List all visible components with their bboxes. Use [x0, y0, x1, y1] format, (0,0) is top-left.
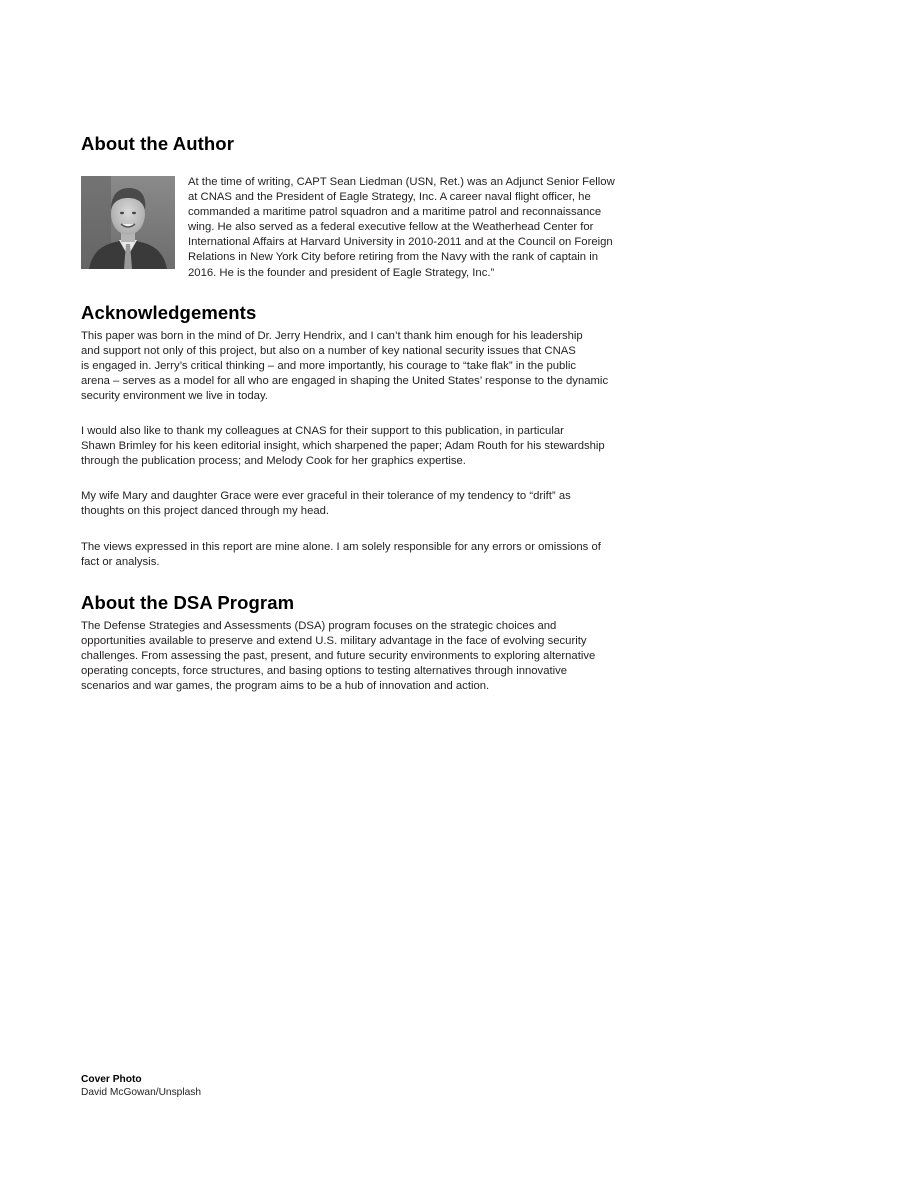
dsa-program-paragraph: The Defense Strategies and Assessments (DSA) program focuses on the strategic choices and opportunities available to preserve and extend U.S. military advantage in the face of evolving security challenges. From assessing the past, present, and future security environments to exploring alternative operating concepts, force structures, and basing options to testing alternatives through innovative scenarios and war games, the program aims to be a hub of innovation and action. [81, 620, 596, 693]
acknowledgements-heading: Acknowledgements [81, 302, 257, 323]
acknowledgements-paragraph-3: My wife Mary and daughter Grace were ever graceful in their tolerance of my tendency to “drift” as thoughts on this project danced through my head. [81, 490, 571, 518]
acknowledgements-paragraph-4: The views expressed in this report are mine alone. I am solely responsible for any errors or omissions of fact or analysis. [81, 541, 601, 569]
acknowledgements-paragraph-1: This paper was born in the mind of Dr. Jerry Hendrix, and I can’t thank him enough for his leadership and support not only of this project, but also on a number of key national security issues that CNAS is engaged in. Jerry’s critical thinking – and more importantly, his courage to “take flak” in the public arena – serves as a model for all who are engaged in shaping the United States’ response to the dynamic security environment we live in today. [81, 330, 609, 403]
cover-photo-credit [81, 1073, 201, 1099]
about-author-heading: About the Author [81, 133, 234, 154]
acknowledgements-paragraph-2: I would also like to thank my colleagues at CNAS for their support to this publication, in particular Shawn Brimley for his keen editorial insight, which sharpened the paper; Adam Routh for his stewardship through the publication process; and Melody Cook for her graphics expertise. [81, 425, 605, 468]
author-portrait [81, 176, 175, 269]
cover-photo-label: Cover Photo [81, 1074, 142, 1085]
author-bio: At the time of writing, CAPT Sean Liedman (USN, Ret.) was an Adjunct Senior Fellow at CNAS and the President of Eagle Strategy, Inc. A career naval flight officer, he commanded a maritime patrol squadron and a maritime patrol and reconnaissance wing. He also served as a federal executive fellow at the Weatherhead Center for International Affairs at Harvard University in 2010-2011 and at the Council on Foreign Relations in New York City before retiring from the Navy with the rank of captain in 2016. He is the founder and president of Eagle Strategy, Inc.” [188, 176, 615, 279]
dsa-program-heading: About the DSA Program [81, 592, 295, 613]
cover-photo-credit-text: David McGowan/Unsplash [81, 1087, 202, 1098]
author-block [81, 175, 721, 285]
